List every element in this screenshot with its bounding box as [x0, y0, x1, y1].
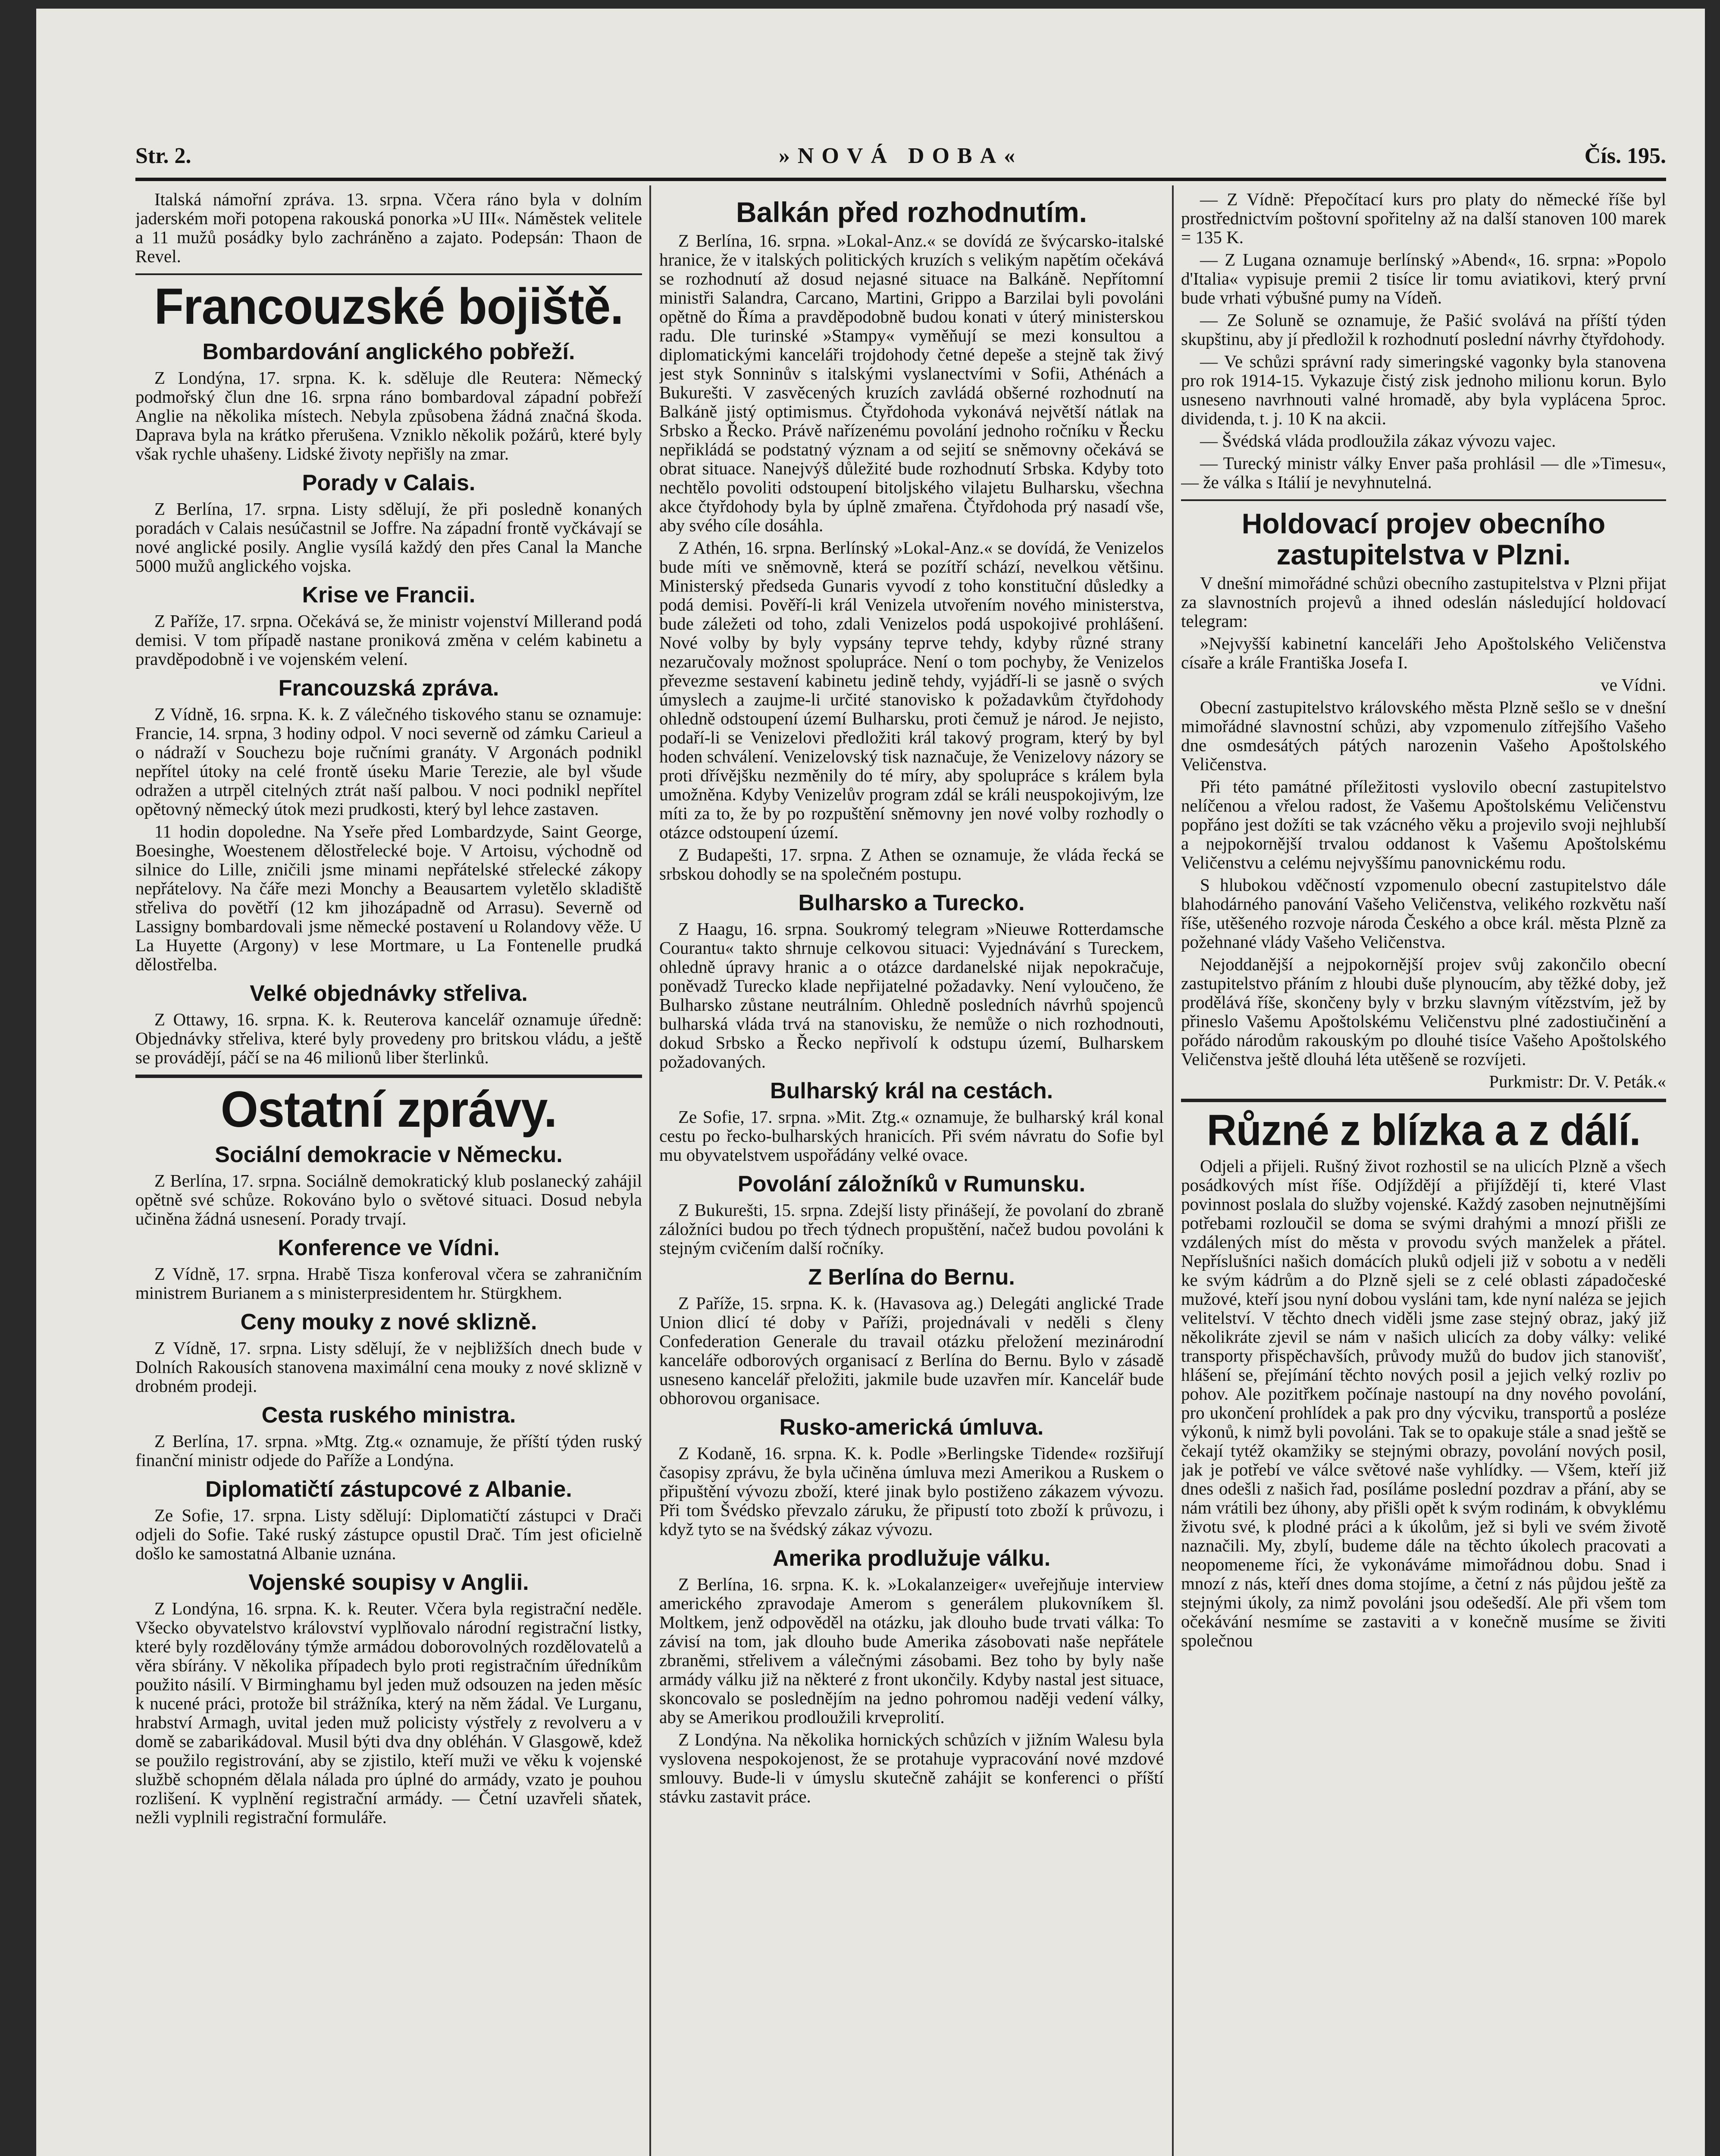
article-paragraph: Z Ottawy, 16. srpna. K. k. Reuterova kancelář oznamuje úředně: Objednávky střeliva, které byly provedeny pro britskou vládu, a ještě se provádějí, páčí se na 46 milionů liber šterlinků.: [135, 1009, 642, 1067]
article-paragraph: Z Berlína, 17. srpna. Sociálně demokratický klub poslanecký zahájil opětně své schůze. Rokováno bylo o světové situaci. Dosud nebyla učiněna žádná usnesení. Porady trvají.: [135, 1171, 642, 1228]
article-paragraph: V dnešní mimořádné schůzi obecního zastupitelstva v Plzni přijat za slavnostních projevů a ihned odeslán následující holdovací telegram:: [1181, 573, 1666, 631]
news-item: — Ze Soluně se oznamuje, že Pašić svolává na příští týden skupštinu, aby jí předložil k rozhodnutí poslední návrhy čtyřdohody.: [1181, 310, 1666, 349]
article-heading: Z Berlína do Bernu.: [808, 1265, 1015, 1290]
article-heading: Holdovací projev obecního zastupitelstva v Plzni.: [1241, 508, 1606, 570]
article-heading: Velké objednávky střeliva.: [250, 981, 528, 1006]
article-heading: Bulharsko a Turecko.: [798, 890, 1025, 915]
article-heading: Povolání záložníků v Rumunsku.: [737, 1172, 1086, 1197]
article-paragraph: Z Vídně, 17. srpna. Listy sdělují, že v nejbližších dnech bude v Dolních Rakousích stanovena maximální cena mouky z nové sklizně v drobném prodeji.: [135, 1338, 642, 1396]
article-heading: Diplomatičtí zástupcové z Albanie.: [205, 1477, 572, 1502]
article-heading: Rusko-americká úmluva.: [779, 1415, 1044, 1440]
article-paragraph: 11 hodin dopoledne. Na Yseře před Lombardzyde, Saint George, Boesinghe, Woestenem dělostřelecké boje. V Artoisu, východně od silnice do Lille, zničili jsme minami nepřátelské střelecké zákopy nepřátelovy. Na čáře mezi Monchy a Beausartem vyletělo skladiště střeliva do povětří (12 km jihozápadně od Arrasu). Severně od Lassigny bombardovali jsme německé postavení u Rolandovy věže. U La Huyette (Argony) v lese Mortmare, u La Fontenelle prudká dělostřelba.: [135, 821, 642, 974]
article-paragraph: »Nejvyšší kabinetní kanceláři Jeho Apoštolského Veličenstva císaře a krále Františka Josefa I.: [1181, 633, 1666, 672]
section-heading: Ostatní zprávy.: [220, 1081, 557, 1138]
article-heading: Ceny mouky z nové sklizně.: [240, 1310, 537, 1335]
news-item: — Z Vídně: Přepočítací kurs pro platy do německé říše byl prostřednictvím poštovní spořitelny až na další stanoven 100 marek = 135 K.: [1181, 190, 1666, 247]
article-paragraph: Italská námořní zpráva. 13. srpna. Včera ráno byla v dolním jaderském moři potopena rakouská ponorka »U III«. Náměstek velitele a 11 mužů posádky bylo zachráněno a zajato. Podepsán: Thaon de Revel.: [135, 190, 642, 266]
newspaper-title: »NOVÁ DOBA«: [778, 144, 1023, 168]
article-paragraph: Z Vídně, 17. srpna. Hrabě Tisza konferoval včera se zahraničním ministrem Burianem a s ministerpresidentem hr. Stürgkhem.: [135, 1264, 642, 1303]
article-paragraph: Nejoddanější a nejpokornější projev svůj zakončilo obecní zastupitelstvo přáním z hloubi duše plynoucím, aby těžké doby, jež prodělává říše, skončeny byly v brzku slavným vítězstvím, jež by přineslo Vašemu Apoštolskému Veličenstvu plné zadostiučinění a pořádo národům rakouským po dlouhé tisíce Vašeho Apoštolského Veličenstva ještě dlouhá léta utěšeně se rozvíjeti.: [1181, 954, 1666, 1069]
article-heading: Amerika prodlužuje válku.: [772, 1546, 1051, 1571]
article-paragraph: Z Paříže, 15. srpna. K. k. (Havasova ag.) Delegáti anglické Trade Union dlicí té doby v Paříži, projednávali v neděli s členy Confederation Generale du travail otázku přeložení mezinárodní kanceláře odborových organisací z Berlína do Bernu. Bylo v zásadě usneseno kancelář přeložiti, jakmile bude uzavřen mír. Kancelář bude obhorovou organisace.: [659, 1293, 1164, 1408]
article-heading: Vojenské soupisy v Anglii.: [248, 1570, 529, 1595]
newspaper-page: [36, 9, 1705, 2156]
article-paragraph: Z Londýna, 17. srpna. K. k. sděluje dle Reutera: Německý podmořský člun dne 16. srpna ráno bombardoval západní pobřeží Anglie na několika místech. Nebyla způsobena žádná značná škoda. Daprava byla na krátko přerušena. Vzniklo několik požárů, které byly však rychle uhašeny. Lidské životy nepřišly na zmar.: [135, 368, 642, 464]
article-paragraph: Odjeli a přijeli. Rušný život rozhostil se na ulicích Plzně a všech posádkových míst říše. Odjíždějí a přijíždějí ti, které Vlast povinnost poslala do služby vojenské. Každý zasoben nejnutnějšími potřebami rozloučil se doma se svými drahými a mnozí přišli ze vzdálených míst do města v provodu svých manželek a přátel. Nepříslušníci našich domácích pluků odjeli již v sobotu a v neděli ke svým kádrům a do Plzně sjeli se z celé oblasti západočeské mužové, kteří jsou nyní dobou vysláni tam, kde nyní naléza se jejich velitelství. V těchto dnech viděli jsme zase stejný obraz, jaký již několikráte zjevil se nám v našich ulicích za doby války: veliké transporty přispěchavších, průvody mužů do budov jich stanovišť, hlášení se, přejímání těchto nových posil a jejich velký rozliv po pohov. Ale pozitřkem počínaje nastoupí na dny nového povolání, pro ukončení prohlídek a pak pro dny výcviku, transportů a posléze výkonů, k nimž byli povoláni. Tak se to opakuje stále a snad ještě se čekají tytéž okamžiky se stejnými obrazy, povolání nových posil, jak je potřebí ve válce světové naše vyhlídky. — Všem, kteří již dnes odešli z našich řad, posíláme poslední pozdrav a přání, aby se nám vrátili bez úhony, aby přišli opět k svým rodinám, k obvyklému životu své, k plodné práci a k úkolům, jež si byli ve svém životě naznačili. My, zbylí, budeme dále na těchto úkolech pracovati a neopomeneme říci, že vykonáváme mimořádnou dobu. Snad i mnozí z nás, kteří dnes doma stojíme, a četní z nás půjdou ještě za stejnými úkoly, za nimž povoláni jsou odešedší. Ale při všem tom očekávání nesmíme se zastaviti a v konečně musíme se živiti společnou: [1181, 1156, 1666, 1650]
column-divider-1: [649, 185, 651, 2156]
section-heading: Různé z blízka a z dálí.: [1206, 1106, 1641, 1155]
article-paragraph: Z Berlína, 16. srpna. »Lokal-Anz.« se dovídá ze švýcarsko-italské hranice, že v italských politických kruzích s velikým napětím očekává se rozhodnutí až dosud nejasné situace na Balkáně. Nepřítomní ministři Salandra, Carcano, Martini, Grippo a Barzilai byli povoláni opětně do Říma a pravděpodobně budou konati v úterý ministerskou radu. Dle turinské »Stampy« vyměňují se mezi konsultou a diplomatickými kanceláři trojdohody četné depeše a stejně tak živý jest styk Sonninův s italskými vyslanectvími v Sofii, Athénách a Bukurešti. V zasvěcených kruzích zavládá obšerné rozhodnutí na Balkáně jistý optimismus. Čtyřdohoda vykonává největší nátlak na Srbsko a Řecko. Právě nařízenému povolání jednoho ročníku v Řecku nepřikládá se podstatný význam a od sejití se sněmovny očekává se obrat situace. Nanejvýš důležité bude rozhodnutí Srbska. Kdyby toto nechtělo povoliti odstoupení bitoljského vilajetu Bulharsku, všechna akce čtyřdohody byla by úplně zmařena. Čtyřdohoda prý nasadí vše, aby svého cíle dosáhla.: [659, 231, 1164, 535]
article-heading: Krise ve Francii.: [302, 583, 476, 608]
news-item: — Ve schůzi správní rady simeringské vagonky byla stanovena pro rok 1914-15. Vykazuje čistý zisk jednoho milionu korun. Bylo usneseno navrhnouti valné hromadě, aby byla vyplácena 5proc. dividenda, t. j. 10 K na akcii.: [1181, 351, 1666, 428]
article-paragraph: Z Kodaně, 16. srpna. K. k. Podle »Berlingske Tidende« rozšiřují časopisy zprávu, že byla učiněna úmluva mezi Amerikou a Ruskem o připuštění vývozu zboží, které jinak bylo postiženo zákazem vývozu. Při tom Švédsko převzalo záruku, že připustí toto zboží k průvozu, i když tyto se na švédský zákaz vývozu.: [659, 1443, 1164, 1539]
signature: Purkmistr: Dr. V. Peták.«: [1489, 1072, 1666, 1091]
article-heading: Balkán před rozhodnutím.: [736, 196, 1087, 228]
masthead: [135, 138, 1666, 177]
article-heading: Francouzská zpráva.: [278, 676, 499, 701]
divider: [1181, 499, 1666, 501]
column-2: [659, 190, 1164, 1809]
article-paragraph: Z Budapešti, 17. srpna. Z Athen se oznamuje, že vláda řecká se srbskou dohodly se na společném postupu.: [659, 845, 1164, 884]
article-heading: Bombardování anglického pobřeží.: [202, 339, 575, 364]
article-paragraph: Z Berlína, 17. srpna. »Mtg. Ztg.« oznamuje, že příští týden ruský finanční ministr odjede do Paříže a Londýna.: [135, 1431, 642, 1470]
divider: [135, 1075, 642, 1078]
page-number: Str. 2.: [135, 144, 191, 168]
article-paragraph: Ze Sofie, 17. srpna. Listy sdělují: Diplomatičtí zástupci v Drači odjeli do Sofie. Také ruský zástupce opustil Drač. Tím jest oficielně došlo ke samostatná Albanie uznána.: [135, 1505, 642, 1563]
article-heading: Cesta ruského ministra.: [261, 1403, 516, 1428]
article-paragraph: Z Haagu, 16. srpna. Soukromý telegram »Nieuwe Rotterdamsche Courantu« takto shrnuje celkovou situaci: Vyjednávání s Tureckem, ohledně úpravy hranic a o otázce dardanelské nijak nepokračuje, poněvadž Turecko klade nepřijatelné požadavky. Není vyloučeno, že Bulharsko zůstane neutrálním. Ohledně posledních návrhů spojenců bulharská vláda trvá na stanovisku, že nemůže o nich rozhodnouti, dokud Srbsko a Řecko nepřivolí k odstupu území, Bulharskem požadovaných.: [659, 919, 1164, 1072]
article-paragraph: Obecní zastupitelstvo královského města Plzně sešlo se v dnešní mimořádné slavnostní schůzi, aby vzpomenulo zítřejšího Vašeho dne osmdesátých pátých narozenin Vašeho Apoštolského Veličenstva.: [1181, 697, 1666, 774]
divider: [135, 273, 642, 275]
masthead-rule: [135, 178, 1666, 181]
issue-number: Čís. 195.: [1584, 144, 1666, 168]
address-line: ve Vídni.: [1601, 675, 1666, 695]
article-heading: Bulharský král na cestách.: [770, 1078, 1053, 1103]
article-paragraph: Ze Sofie, 17. srpna. »Mit. Ztg.« oznamuje, že bulharský král konal cestu po řecko-bulharských hranicích. Při svém návratu do Sofie byl mu obyvatelstvem uspořádány velké ovace.: [659, 1107, 1164, 1165]
column-3: [1181, 190, 1666, 1653]
column-divider-2: [1172, 185, 1174, 2156]
article-paragraph: Z Londýna, 16. srpna. K. k. Reuter. Včera byla registrační neděle. Všecko obyvatelstvo království vyplňovalo národní registrační listky, které byly rozdělovány týmže armádou doborovolných rozdělovatelů a věra sbírány. V několika případech bylo proti registračním úředníkům použito násilí. V Birminghamu byl jeden muž odsouzen na jeden měsíc k nucené práci, protože bil strážníka, který na něm žádal. Ve Lurganu, hrabství Armagh, uvital jeden muž policisty výstřely z revolveru a v domě se zabarikádoval. Musil býti dva dny obléhán. V Glasgowě, kdež se použilo registrování, aby se zjistilo, kteří muži ve věku k vojenské službě schopném dělala nálada pro úplné do armády, vzato je pouhou rozlišení. K vyplnění registrační armády. — Četní uzavřeli sňatek, nežli vyplnili registrační formuláře.: [135, 1598, 642, 1827]
section-heading: Francouzské bojiště.: [154, 278, 623, 335]
article-paragraph: Z Berlína, 16. srpna. K. k. »Lokalanzeiger« uveřejňuje interview amerického zpravodaje Amerom s generálem plukovníkem šl. Moltkem, jenž odpověděl na otázku, jak dlouho bude trvati válka: To závisí na tom, jak dlouho bude Amerika zásobovati naše nepřátele zbraněmi, střelivem a válečnými zásobami. Bez toho by byly naše armády válku již na některé z front ukončily. Kdyby nastal jest situace, skoncovalo se poslednějím na jedno pohromou naději vedení války, aby se Amerikou prodloužili krveprolití.: [659, 1574, 1164, 1727]
article-paragraph: Z Athén, 16. srpna. Berlínský »Lokal-Anz.« se dovídá, že Venizelos bude míti ve sněmovně, která se pozítří schází, nevelkou většinu. Ministerský předseda Gunaris vyvodí z toho konstituční důsledky a podá demisi. Pověří-li král Venizela utvořením nového ministerstva, bude záležeti od toho, zdali Venizelos podá uspokojivé prohlášení. Nové volby by byly vypsány teprve tehdy, kdyby různé strany nezaručovaly možnost spolupráce. Není o tom pochyby, že Venizelos převezme sestavení kabinetu jedině tehdy, vyjádří-li se jasně o svých úmyslech a zaujme-li určité stanovisko k požadavkům čtyřdohody ohledně odstoupení území Bulharsku, proti čemuž je národ. Je nejisto, podaří-li se Venizelovi předložiti král takový program, který by byl hoden schválení. Venizelovský tisk naznačuje, že Venizelovy názory se proti dřívějšku nezměnily do té míry, aby spolupráce s králem byla umožněna. Kdyby Venizelův program zdál se králi neuspokojivým, lze míti za to, že by po rozpuštění sněmovny jen nové volby rozhodly o otázce odstoupení území.: [659, 538, 1164, 842]
article-paragraph: Z Londýna. Na několika hornických schůzích v jižním Walesu byla vyslovena nespokojenost, že se protahuje vypracování nové mzdové smlouvy. Bude-li v úmyslu skutečně zahájit se konferenci o příští stávku zastavit práce.: [659, 1730, 1164, 1806]
article-paragraph: Z Berlína, 17. srpna. Listy sdělují, že při posledně konaných poradách v Calais nesúčastnil se Joffre. Na západní frontě vyčkávají se nové anglické posily. Anglie vysílá každý den přes Canal la Manche 5000 mužů anglického vojska.: [135, 499, 642, 576]
article-paragraph: S hlubokou vděčností vzpomenulo obecní zastupitelstvo dále blahodárného panování Vašeho Veličenstva, velikého rozkvětu naší říše, utěšeného rozvoje národa Českého a obce král. města Plzně za požehnané vlády Vašeho Veličenstva.: [1181, 875, 1666, 952]
news-item: — Z Lugana oznamuje berlínský »Abend«, 16. srpna: »Popolo d'Italia« vypisuje premii 2 tisíce lir tomu aviatikovi, který první bude vrhati výbušné pumy na Vídeň.: [1181, 250, 1666, 307]
article-paragraph: Při této památné příležitosti vyslovilo obecní zastupitelstvo nelíčenou a vřelou radost, že Vašemu Apoštolskému Veličenstvu popřáno jest dožíti se tak vzácného věku a projevilo svoji nejhlubší a nejpokornější trvalou oddanost k Vašemu Apoštolskému Veličenstvu a celému nejvyššímu panovnickému rodu.: [1181, 777, 1666, 872]
news-item: — Švédská vláda prodloužila zákaz vývozu vajec.: [1200, 431, 1556, 451]
article-heading: Sociální demokracie v Německu.: [215, 1142, 563, 1167]
article-paragraph: Z Bukurešti, 15. srpna. Zdejší listy přinášejí, že povolaní do zbraně záložníci budou po třech týdnech propuštění, načež budou povoláni k stejným cvičením další ročníky.: [659, 1200, 1164, 1258]
article-heading: Konference ve Vídni.: [278, 1235, 500, 1260]
article-paragraph: Z Paříže, 17. srpna. Očekává se, že ministr vojenství Millerand podá demisi. V tom případě nastane proniková změna v celém kabinetu a pravděpodobně i ve vojenském velení.: [135, 611, 642, 669]
divider: [1181, 1099, 1666, 1102]
article-paragraph: Z Vídně, 16. srpna. K. k. Z válečného tiskového stanu se oznamuje: Francie, 14. srpna, 3 hodiny odpol. V noci severně od zámku Carieul a o nádraží v Souchezu boje ručními granáty. V Argonách podnikl nepřítel útoky na celé frontě úseku Marie Terezie, ale byl všude odražen a utrpěl citelných ztrát naší palbou. V noci podnikl nepřítel opětovný německý útok mezi prudkosti, který byl lehce zastaven.: [135, 704, 642, 819]
article-heading: Porady v Calais.: [302, 470, 476, 495]
column-1: [135, 190, 642, 1830]
news-item: — Turecký ministr války Enver paša prohlásil — dle »Timesu«, — že válka s Itálií je nevyhnutelná.: [1181, 453, 1666, 492]
